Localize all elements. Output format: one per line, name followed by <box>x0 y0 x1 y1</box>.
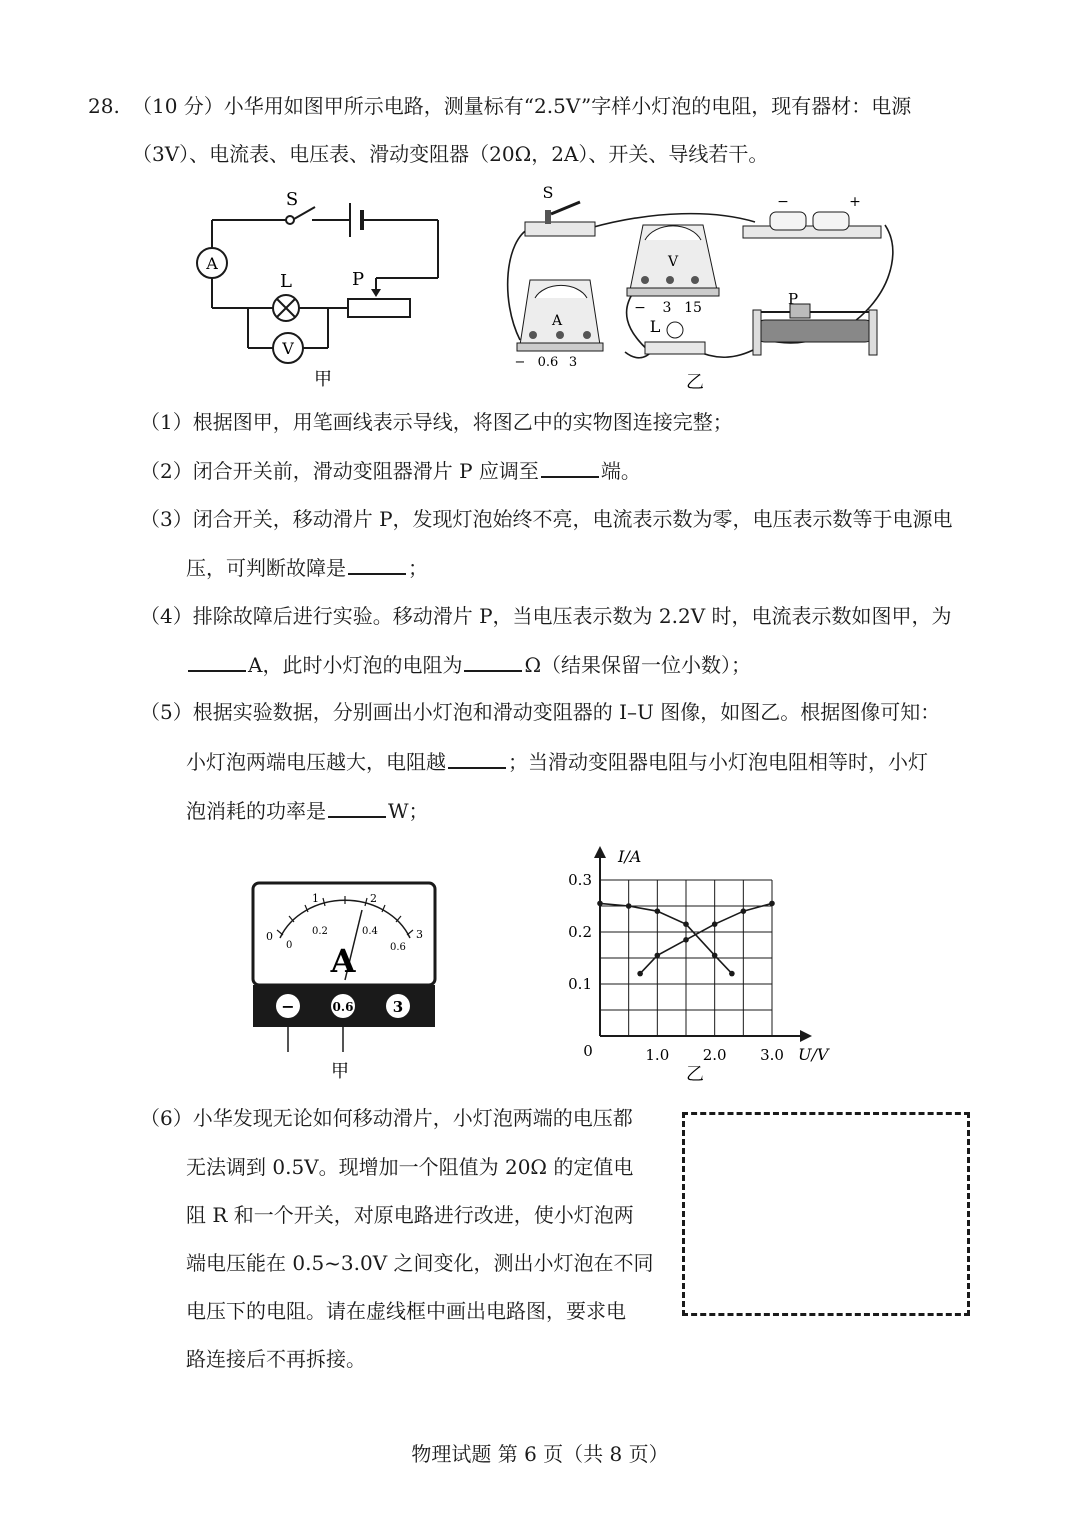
scale-top-3: 3 <box>416 928 423 941</box>
label-S: S <box>542 183 554 202</box>
answer-blank-2[interactable] <box>541 456 599 478</box>
a-term-06: 0.6 <box>537 355 559 370</box>
data-point <box>769 901 775 907</box>
part-4-line2 <box>186 650 751 679</box>
part-5-text-c: ；当滑动变阻器电阻与小灯泡电阻相等时，小灯 <box>508 750 928 774</box>
data-point <box>683 921 689 927</box>
ammeter-dial-figure <box>250 880 440 1085</box>
data-point <box>729 971 735 977</box>
y-axis-arrow <box>594 846 606 858</box>
caption-meter: 甲 <box>331 1061 349 1082</box>
part-5-text-e: W； <box>388 799 429 823</box>
question-intro-line1: （10 分）小华用如图甲所示电路，测量标有“2.5V”字样小灯泡的电阻，现有器材：电源 <box>132 94 912 118</box>
a-term-minus: − <box>514 355 526 370</box>
part-4-text-b: A，此时小灯泡的电阻为 <box>248 653 463 677</box>
answer-blank-3[interactable] <box>348 553 406 575</box>
scale-bottom-0.6: 0.6 <box>390 942 406 953</box>
answer-blank-4b[interactable] <box>464 650 522 672</box>
part-4-text-c: Ω（结果保留一位小数）； <box>524 653 752 677</box>
chart-grid <box>600 880 772 1036</box>
data-point <box>683 937 689 943</box>
apparatus-diagram-yi <box>495 180 895 395</box>
label-L: L <box>649 317 661 336</box>
y-tick-label: 0.1 <box>568 975 592 993</box>
label-S: S <box>285 189 299 210</box>
caption-yi: 乙 <box>686 372 704 393</box>
data-point <box>597 901 603 907</box>
data-point <box>655 908 661 914</box>
answer-blank-4a[interactable] <box>188 650 246 672</box>
battery-device <box>743 212 881 238</box>
part-5-line1: （5）根据实验数据，分别画出小灯泡和滑动变阻器的 I–U 图像，如图乙。根据图像可知： <box>140 700 941 724</box>
part-6-line5: 电压下的电阻。请在虚线框中画出电路图，要求电 <box>186 1299 626 1323</box>
label-L: L <box>280 271 292 292</box>
part-3-line1: （3）闭合开关，移动滑片 P，发现灯泡始终不亮，电流表示数为零，电压表示数等于电源电 <box>140 507 953 531</box>
v-term-15: 15 <box>684 300 702 316</box>
switch-device <box>525 202 595 236</box>
scale-top-0: 0 <box>266 930 273 943</box>
part-5-line3 <box>186 796 429 825</box>
part-6-line4: 端电压能在 0.5~3.0V 之间变化，测出小灯泡在不同 <box>186 1251 654 1275</box>
data-point <box>741 908 747 914</box>
rheostat-device <box>753 304 877 355</box>
v-term-minus: − <box>634 300 646 316</box>
y-tick-label: 0.2 <box>568 923 592 941</box>
part-5-text-d: 泡消耗的功率是 <box>186 799 326 823</box>
answer-blank-5a[interactable] <box>448 747 506 769</box>
answer-drawing-box[interactable] <box>682 1112 970 1316</box>
part-3-text-b: 压，可判断故障是 <box>186 556 346 580</box>
part-4-line1: （4）排除故障后进行实验。移动滑片 P，当电压表示数为 2.2V 时，电流表示数如图甲，为 <box>140 604 952 628</box>
part-2-text-b: 端。 <box>600 459 641 483</box>
battery-minus: − <box>777 194 789 210</box>
caption-jia: 甲 <box>314 369 332 390</box>
part-5-line2 <box>186 747 928 776</box>
data-point <box>655 953 661 959</box>
part-5-text-b: 小灯泡两端电压越大，电阻越 <box>186 750 446 774</box>
label-A: A <box>206 254 218 273</box>
battery-plus: + <box>849 194 861 210</box>
scale-top-2: 2 <box>370 892 377 905</box>
series-line-1 <box>640 903 772 973</box>
x-axis-arrow <box>800 1030 812 1042</box>
data-point <box>712 921 718 927</box>
part-1: （1）根据图甲，用笔画线表示导线，将图乙中的实物图连接完整； <box>140 410 733 434</box>
switch-pivot <box>286 216 294 224</box>
circuit-diagram-jia <box>190 185 450 395</box>
part-3-line2 <box>186 553 428 582</box>
label-P: P <box>787 290 799 308</box>
terminal-minus-label: − <box>281 997 295 1016</box>
label-P: P <box>351 269 365 290</box>
data-point <box>637 971 643 977</box>
part-6-line2: 无法调到 0.5V。现增加一个阻值为 20Ω 的定值电 <box>186 1155 634 1179</box>
terminal-3-label: 3 <box>392 998 404 1016</box>
data-point <box>712 953 718 959</box>
origin-label: 0 <box>583 1042 593 1060</box>
iu-chart <box>560 840 850 1085</box>
caption-chart: 乙 <box>686 1064 704 1085</box>
scale-top-1: 1 <box>312 892 319 905</box>
part-2 <box>140 456 641 485</box>
part-6-line1: （6）小华发现无论如何移动滑片，小灯泡两端的电压都 <box>140 1106 633 1130</box>
ammeter-letter: A <box>551 313 563 329</box>
question-intro-line2: （3V）、电流表、电压表、滑动变阻器（20Ω，2A）、开关、导线若干。 <box>132 142 769 166</box>
x-axis-label: U/V <box>798 1045 829 1064</box>
scale-bottom-0.2: 0.2 <box>312 926 328 937</box>
part-3-text-c: ； <box>408 556 428 580</box>
part-6-line3: 阻 R 和一个开关，对原电路进行改进，使小灯泡两 <box>186 1203 634 1227</box>
y-axis-label: I/A <box>618 847 642 866</box>
x-tick-label: 2.0 <box>702 1046 727 1064</box>
scale-bottom-0.4: 0.4 <box>362 926 378 937</box>
v-term-3: 3 <box>662 300 672 316</box>
y-tick-label: 0.3 <box>568 871 592 889</box>
part-6-line6: 路连接后不再拆接。 <box>186 1347 366 1371</box>
answer-blank-5b[interactable] <box>328 796 386 818</box>
scale-bottom-0: 0 <box>286 940 293 951</box>
label-V: V <box>282 339 294 358</box>
x-tick-label: 3.0 <box>760 1046 784 1064</box>
terminal-0.6-label: 0.6 <box>332 1000 354 1014</box>
part-2-text-a: （2）闭合开关前，滑动变阻器滑片 P 应调至 <box>140 459 539 483</box>
series-line-2 <box>600 903 732 973</box>
data-point <box>626 903 632 909</box>
page-footer: 物理试题 第 6 页（共 8 页） <box>411 1442 669 1466</box>
x-tick-label: 1.0 <box>645 1046 670 1064</box>
voltmeter-letter: V <box>667 254 679 270</box>
slider-arrowhead <box>371 289 381 297</box>
a-term-3: 3 <box>568 355 578 370</box>
rheostat-symbol <box>348 299 410 317</box>
question-number: 28. <box>88 94 120 118</box>
meter-letter: A <box>330 942 356 980</box>
